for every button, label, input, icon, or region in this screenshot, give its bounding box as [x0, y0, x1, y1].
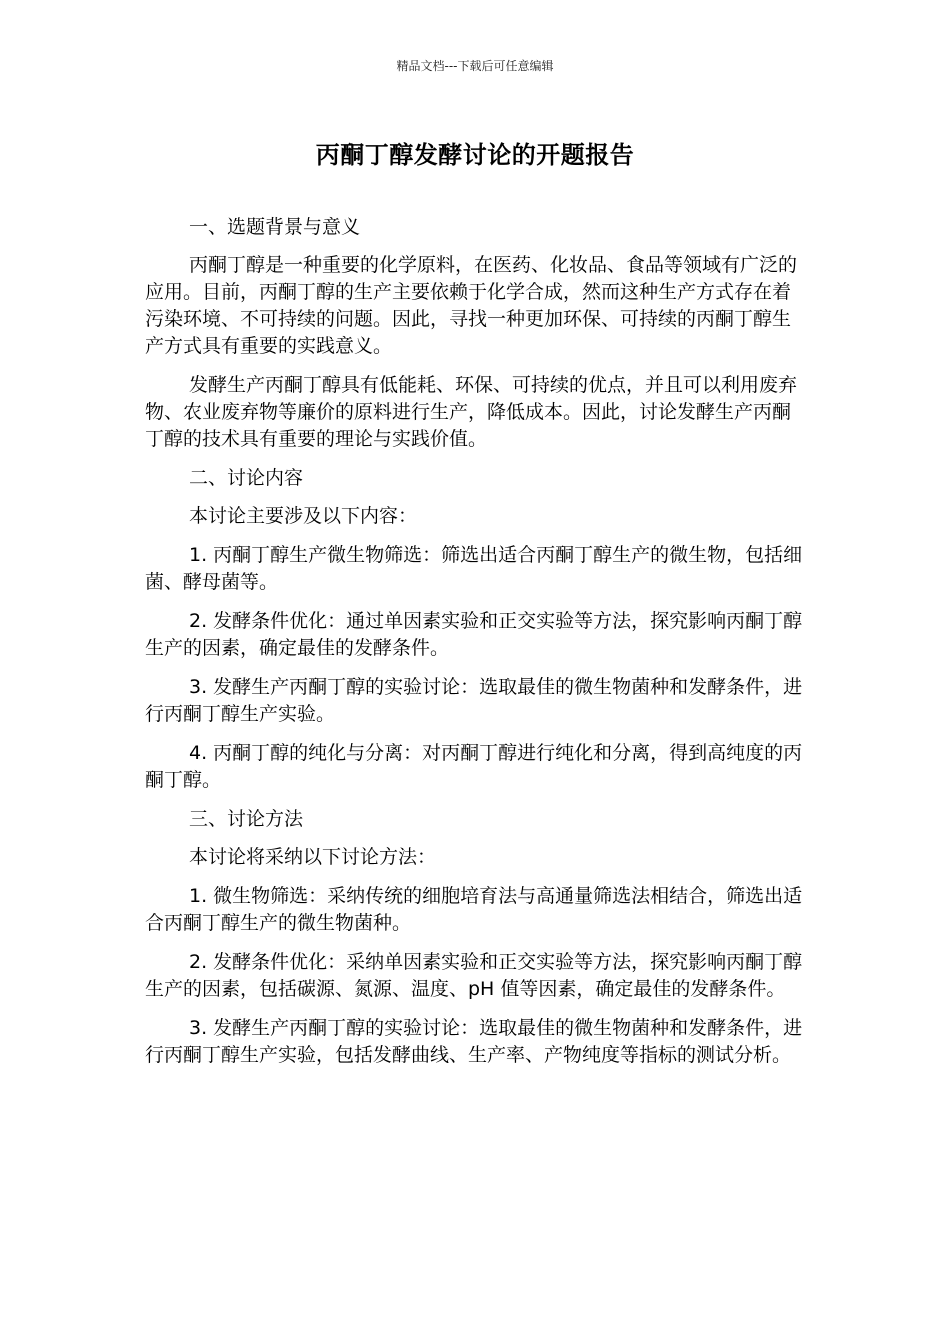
list-item-content-1: 1. 丙酮丁醇生产微生物筛选：筛选出适合丙酮丁醇生产的微生物，包括细菌、酵母菌等。 — [145, 544, 803, 593]
list-item-content-4: 4. 丙酮丁醇的纯化与分离：对丙酮丁醇进行纯化和分离，得到高纯度的丙酮丁醇。 — [145, 742, 803, 791]
list-item-content-2: 2. 发酵条件优化：通过单因素实验和正交实验等方法，探究影响丙酮丁醇生产的因素，确定最佳的发酵条件。 — [145, 610, 803, 659]
paragraph-content-intro: 本讨论主要涉及以下内容： — [189, 505, 418, 527]
paragraph-background-1: 丙酮丁醇是一种重要的化学原料，在医药、化妆品、食品等领域有广泛的应用。目前，丙酮丁醇的生产主要依赖于化学合成，然而这种生产方式存在着污染环境、不可持续的问题。因此，寻找一种更加环保、可持续的丙酮丁醇生产方式具有重要的实践意义。 — [145, 254, 798, 357]
list-item-methods-3: 3. 发酵生产丙酮丁醇的实验讨论：选取最佳的微生物菌种和发酵条件，进行丙酮丁醇生产实验，包括发酵曲线、生产率、产物纯度等指标的测试分析。 — [145, 1017, 803, 1066]
list-item-methods-1: 1. 微生物筛选：采纳传统的细胞培育法与高通量筛选法相结合，筛选出适合丙酮丁醇生产的微生物菌种。 — [145, 885, 803, 934]
document-body — [145, 214, 805, 1081]
section-heading-methods: 三、讨论方法 — [189, 808, 304, 830]
document-title: 丙酮丁醇发酵讨论的开题报告 — [315, 141, 635, 169]
section-heading-content: 二、讨论内容 — [189, 467, 304, 489]
list-item-methods-2: 2. 发酵条件优化：采纳单因素实验和正交实验等方法，探究影响丙酮丁醇生产的因素，包括碳源、氮源、温度、pH 值等因素，确定最佳的发酵条件。 — [145, 951, 803, 1000]
list-item-content-3: 3. 发酵生产丙酮丁醇的实验讨论：选取最佳的微生物菌种和发酵条件，进行丙酮丁醇生产实验。 — [145, 676, 803, 725]
section-heading-background: 一、选题背景与意义 — [189, 216, 361, 238]
paragraph-background-2: 发酵生产丙酮丁醇具有低能耗、环保、可持续的优点，并且可以利用废弃物、农业废弃物等廉价的原料进行生产，降低成本。因此，讨论发酵生产丙酮丁醇的技术具有重要的理论与实践价值。 — [145, 374, 798, 450]
header-note: 精品文档---下载后可任意编辑 — [396, 59, 554, 73]
paragraph-methods-intro: 本讨论将采纳以下讨论方法： — [189, 846, 437, 868]
